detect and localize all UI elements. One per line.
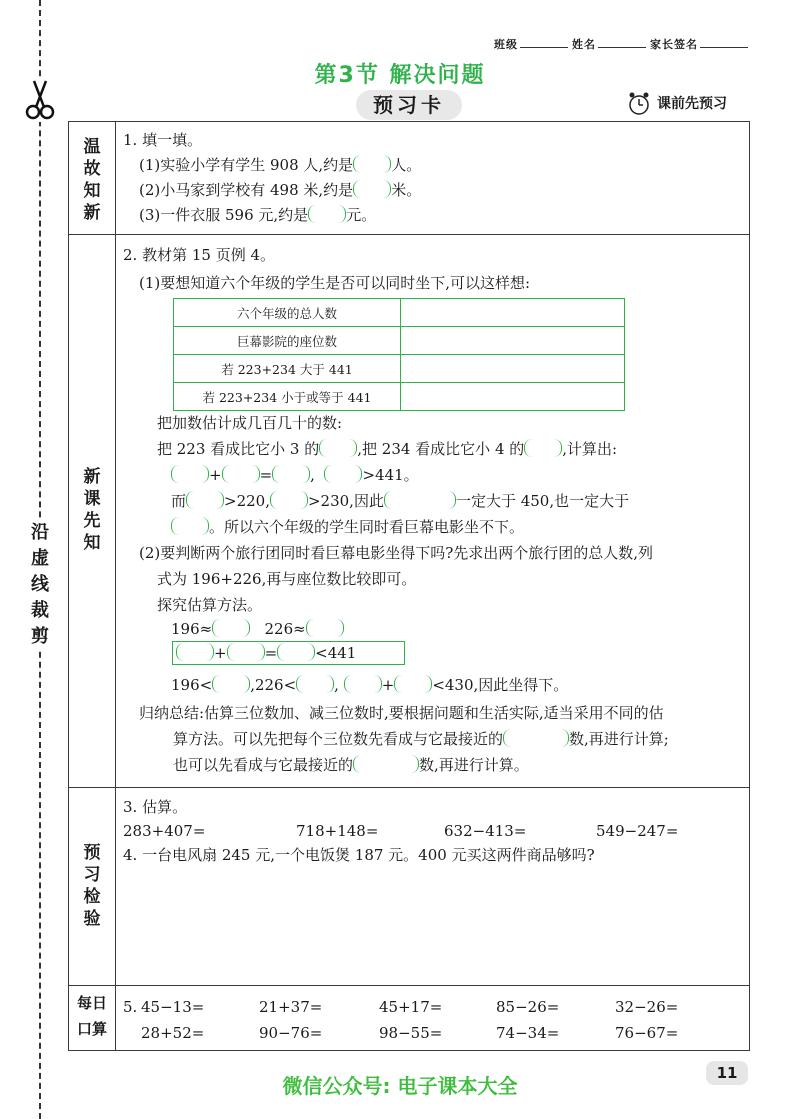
answer-blank[interactable] — [212, 675, 250, 693]
answer-blank[interactable] — [171, 465, 209, 483]
q3-item: 632−413= — [444, 822, 527, 840]
q5-item: 28+52= — [141, 1024, 205, 1042]
answer-blank[interactable] — [353, 180, 391, 198]
q5-item: 74−34= — [496, 1024, 560, 1042]
table-answer-cell[interactable] — [401, 299, 625, 327]
answer-blank[interactable] — [524, 439, 562, 457]
q2-p1: (1)要想知道六个年级的学生是否可以同时坐下,可以这样想: — [139, 274, 531, 292]
q5-item: 85−26= — [496, 998, 560, 1016]
section-label-check: 预 习 检 验 — [83, 843, 101, 929]
q5-item: 45+17= — [379, 998, 443, 1016]
table-row: 若 223+234 小于或等于 441 — [174, 383, 625, 411]
q5-item: 32−26= — [615, 998, 679, 1016]
answer-blank[interactable] — [277, 643, 315, 661]
parent-sign-field[interactable] — [700, 47, 748, 48]
answer-blank[interactable] — [344, 675, 382, 693]
q1-title: 1. 填一填。 — [123, 131, 203, 149]
q3-item: 718+148= — [296, 822, 379, 840]
answer-blank[interactable] — [353, 755, 419, 773]
q2-line3: + = , >441。 — [171, 464, 419, 486]
answer-blank[interactable] — [222, 465, 260, 483]
summary-line1: 归纳总结:估算三位数加、减三位数时,要根据问题和生活实际,适当采用不同的估 — [139, 704, 664, 722]
name-label: 姓名 — [572, 38, 596, 51]
section-label-new: 新 课 先 知 — [83, 467, 101, 553]
q2-p2: (2)要判断两个旅行团同时看巨幕电影坐得下吗?先求出两个旅行团的总人数,列 — [139, 544, 654, 562]
q3-item: 283+407= — [123, 822, 206, 840]
page-number: 11 — [706, 1061, 748, 1085]
worksheet-card — [68, 121, 750, 1051]
table-row: 巨幕影院的座位数 — [174, 327, 625, 355]
q5-item: 90−76= — [259, 1024, 323, 1042]
q2-title: 2. 教材第 15 页例 4。 — [123, 246, 276, 264]
class-field[interactable] — [520, 47, 568, 48]
answer-blank[interactable] — [384, 491, 456, 509]
table-answer-cell[interactable] — [401, 355, 625, 383]
divider — [69, 985, 749, 986]
q2-line1: 把加数估计成几百几十的数: — [157, 414, 343, 432]
preview-tag: 课前先预习 — [657, 96, 727, 112]
answer-blank[interactable] — [324, 465, 362, 483]
answer-blank[interactable] — [308, 205, 346, 223]
q1-b: (2)小马家到学校有 498 米,约是 米。 — [139, 181, 422, 199]
q5-item: 21+37= — [259, 998, 323, 1016]
wechat-watermark: 微信公众号: 电子课本大全 — [282, 1074, 518, 1098]
q2-line5: 。所以六个年级的学生同时看巨幕电影坐不下。 — [171, 516, 524, 538]
q5-item: 45−13= — [141, 998, 205, 1016]
answer-blank[interactable] — [319, 439, 357, 457]
summary-line3: 也可以先看成与它最接近的 数,再进行计算。 — [173, 756, 529, 774]
answer-blank[interactable] — [272, 465, 310, 483]
student-info-fields — [494, 36, 752, 52]
summary-line2: 算方法。可以先把每个三位数先看成与它最接近的 数,再进行计算; — [173, 730, 669, 748]
q3-title: 3. 估算。 — [123, 798, 188, 816]
table-row: 六个年级的总人数 — [174, 299, 625, 327]
q5-item: 98−55= — [379, 1024, 443, 1042]
parent-sign-label: 家长签名 — [650, 38, 698, 51]
class-label: 班级 — [494, 38, 518, 51]
answer-blank[interactable] — [270, 491, 308, 509]
answer-blank[interactable] — [353, 155, 391, 173]
q1-c: (3)一件衣服 596 元,约是 元。 — [139, 206, 377, 224]
answer-blank[interactable] — [306, 619, 344, 637]
q2-line7: 196< ,226< , + <430,因此坐得下。 — [171, 676, 569, 694]
answer-blank[interactable] — [394, 675, 432, 693]
name-field[interactable] — [598, 47, 646, 48]
table-row: 若 223+234 大于 441 — [174, 355, 625, 383]
divider — [69, 234, 749, 235]
answer-blank[interactable] — [227, 643, 265, 661]
q2-p2b: 式为 196+226,再与座位数比较即可。 — [157, 570, 417, 588]
answer-blank[interactable] — [503, 729, 569, 747]
q5-item: 76−67= — [615, 1024, 679, 1042]
divider — [69, 787, 749, 788]
q2-line4: 而 >220, >230,因此 一定大于 450,也一定大于 — [171, 492, 630, 510]
table-answer-cell[interactable] — [401, 327, 625, 355]
estimation-formula-box: + = <441 — [172, 641, 405, 665]
answer-blank[interactable] — [176, 643, 214, 661]
table-answer-cell[interactable] — [401, 383, 625, 411]
section-label-daily: 每日 口算 — [76, 994, 107, 1038]
card-title: 预习卡 — [356, 90, 462, 120]
section-title: 第3节 解决问题 — [314, 63, 486, 88]
cut-instruction: 沿 虚 线 裁 剪 — [28, 520, 52, 650]
answer-blank[interactable] — [171, 517, 209, 535]
section-label-review: 温 故 知 新 — [83, 137, 101, 223]
answer-blank[interactable] — [186, 491, 224, 509]
q1-a: (1)实验小学有学生 908 人,约是 人。 — [139, 156, 422, 174]
alarm-clock-icon — [626, 91, 652, 117]
answer-blank[interactable] — [296, 675, 334, 693]
q4-text: 4. 一台电风扇 245 元,一个电饭煲 187 元。400 元买这两件商品够吗? — [123, 846, 595, 864]
label-column-divider — [115, 122, 116, 1050]
q5-prefix: 5. — [123, 998, 138, 1016]
q2-line2: 把 223 看成比它小 3 的 ,把 234 看成比它小 4 的 ,计算出: — [157, 440, 618, 458]
q3-item: 549−247= — [596, 822, 679, 840]
estimation-table — [173, 298, 625, 411]
answer-blank[interactable] — [212, 619, 250, 637]
q2-explore: 探究估算方法。 — [157, 596, 263, 614]
q2-approx: 196≈ 226≈ — [171, 618, 344, 640]
